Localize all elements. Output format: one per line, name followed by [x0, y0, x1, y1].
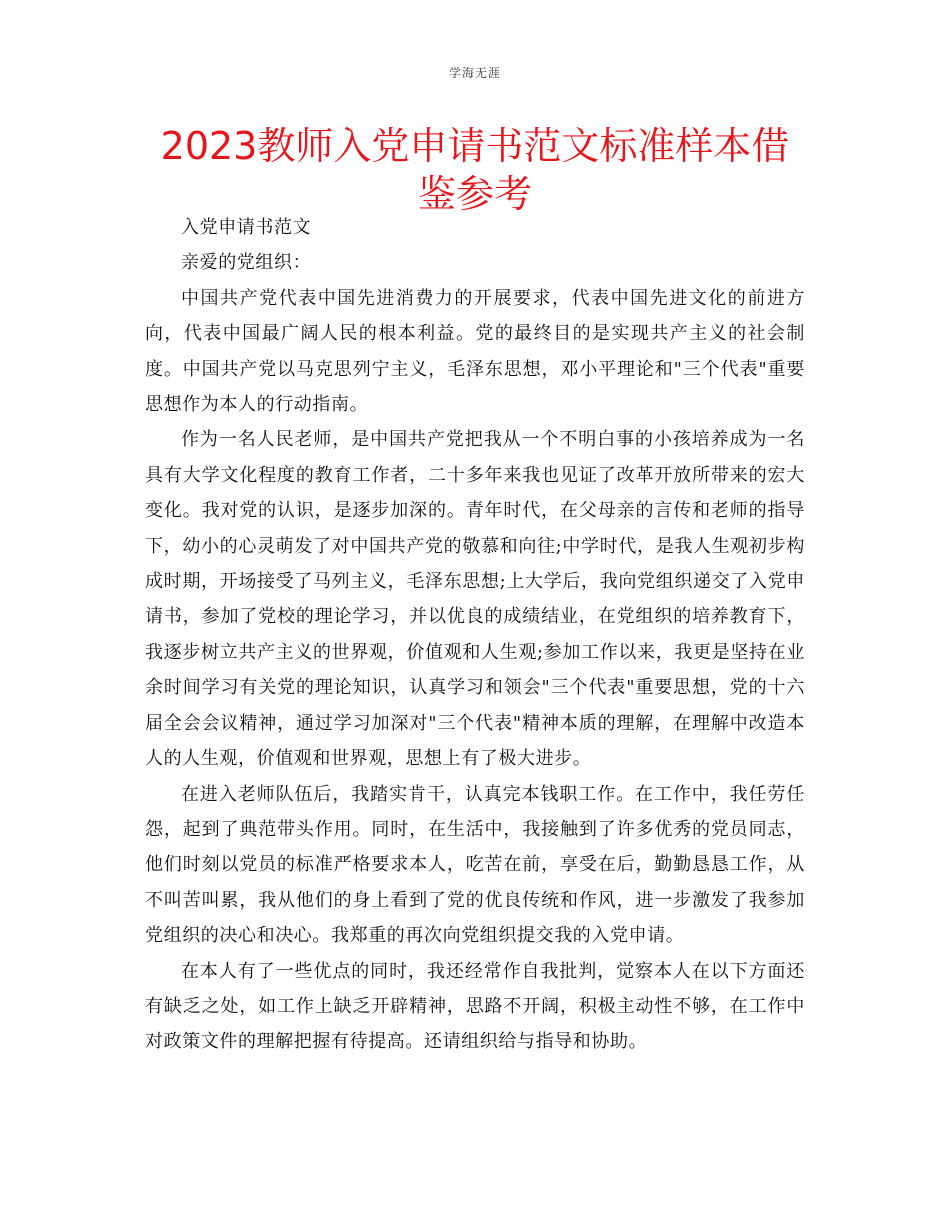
page-header: 学海无涯 [448, 66, 501, 80]
body-paragraph: 在进入老师队伍后，我踏实肯干，认真完本钱职工作。在工作中，我任劳任怨，起到了典范带头作用。同时，在生活中，我接触到了许多优秀的党员同志，他们时刻以党员的标准严格要求本人，吃苦在前，享受在后，勤勤恳恳工作，从不叫苦叫累，我从他们的身上看到了党的优良传统和作风，进一步激发了我参加党组织的决心和决心。我郑重的再次向党组织提交我的入党申请。 [145, 783, 805, 947]
document-title: 2023教师入党申请书范文标准样本借鉴参考 [160, 124, 790, 216]
document-body [145, 210, 805, 1060]
section-heading: 入党申请书范文 [181, 217, 312, 238]
salutation: 亲爱的党组织： [181, 252, 312, 274]
body-paragraph: 在本人有了一些优点的同时，我还经常作自我批判，觉察本人在以下方面还有缺乏之处，如工作上缺乏开辟精神，思路不开阔，积极主动性不够，在工作中对政策文件的理解把握有待提高。还请组织给与指导和协助。 [145, 960, 805, 1053]
body-paragraph: 中国共产党代表中国先进消费力的开展要求，代表中国先进文化的前进方向，代表中国最广阔人民的根本利益。党的最终目的是实现共产主义的社会制度。中国共产党以马克思列宁主义，毛泽东思想，邓小平理论和"三个代表"重要思想作为本人的行动指南。 [145, 287, 805, 416]
body-paragraph: 作为一名人民老师，是中国共产党把我从一个不明白事的小孩培养成为一名具有大学文化程度的教育工作者，二十多年来我也见证了改革开放所带来的宏大变化。我对党的认识，是逐步加深的。青年时代，在父母亲的言传和老师的指导下，幼小的心灵萌发了对中国共产党的敬慕和向往;中学时代，是我人生观初步构成时期，开场接受了马列主义，毛泽东思想;上大学后，我向党组织递交了入党申请书，参加了党校的理论学习，并以优良的成绩结业，在党组织的培养教育下，我逐步树立共产主义的世界观，价值观和人生观;参加工作以来，我更是坚持在业余时间学习有关党的理论知识，认真学习和领会"三个代表"重要思想，党的十六届全会会议精神，通过学习加深对"三个代表"精神本质的理解，在理解中改造本人的人生观，价值观和世界观，思想上有了极大进步。 [145, 429, 805, 770]
